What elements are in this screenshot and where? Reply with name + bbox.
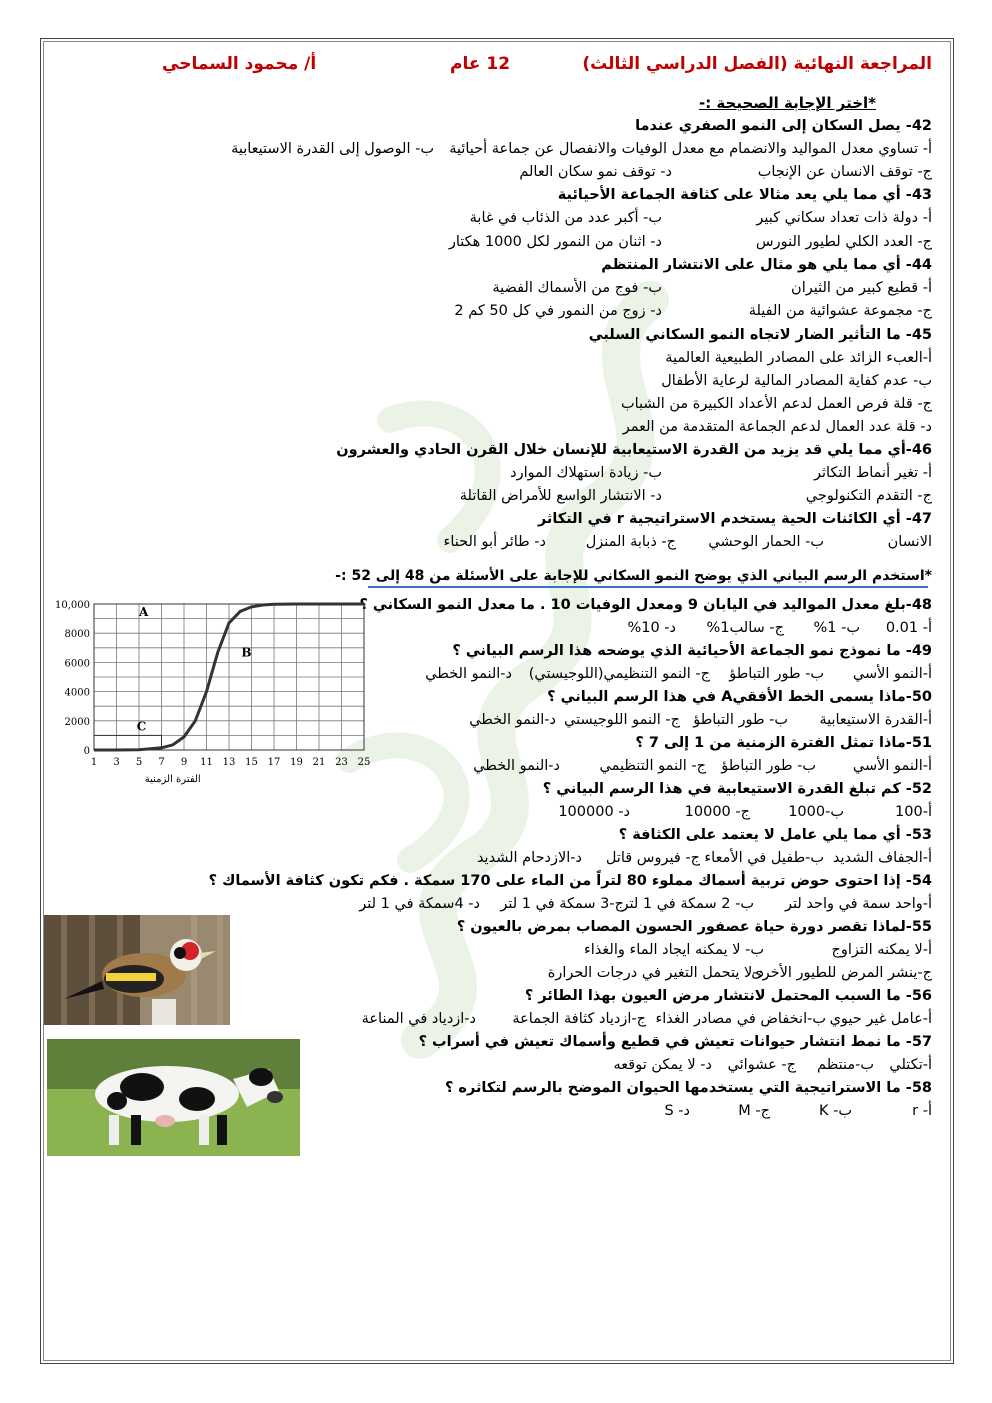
q50-option-d: د-النمو الخطي	[469, 712, 556, 728]
goldfinch-image	[44, 915, 230, 1025]
q54-option-b: ب- 2 سمكة في 1 لتر	[621, 896, 754, 912]
question-51: 51-ماذا تمثل الفترة الزمنية من 1 إلى 7 ؟	[635, 735, 932, 751]
q45-option-c: ج- قلة فرص العمل لدعم الأعداد الكبيرة من الشباب	[620, 396, 932, 412]
q57-option-c: ج- عشوائي	[727, 1057, 796, 1073]
question-49: 49- ما نموذج نمو الجماعة الأحيائية الذي يوضحه هذا الرسم البياني ؟	[452, 643, 932, 659]
q53-option-a: أ-الجفاف الشديد	[832, 850, 932, 866]
q44-option-a: أ- قطيع كبير من الثيران	[791, 280, 932, 296]
question-50: 50-ماذا يسمى الخط الأفقيA في هذا الرسم البياني ؟	[547, 689, 932, 705]
q43-option-a: أ- دولة ذات تعداد سكاني كبير	[756, 210, 932, 226]
instruction-graph: *استخدم الرسم البياني الذي يوضح النمو السكاني للإجابة على الأسئلة من 48 إلى 52 :-	[335, 568, 932, 584]
q50-option-b: ب- طور التباطؤ	[693, 712, 788, 728]
population-growth-chart	[42, 592, 378, 792]
q49-option-d: د-النمو الخطي	[425, 666, 512, 682]
q52-option-d: د- 100000	[558, 804, 630, 820]
x-tick-label: 13	[222, 757, 236, 768]
q42-option-c: ج- توقف الانسان عن الإنجاب	[757, 164, 932, 180]
cow-photo	[47, 1039, 300, 1156]
goldfinch-photo	[44, 915, 230, 1025]
x-tick-label: 23	[335, 757, 348, 768]
y-tick-label: 10,000	[55, 600, 90, 611]
q51-option-a: أ-النمو الأسي	[852, 758, 932, 774]
q53-option-d: د-الازدحام الشديد	[476, 850, 582, 866]
question-43: 43- أي مما يلي يعد مثالا على كثافة الجماعة الأحيائية	[557, 187, 932, 203]
q54-option-a: أ-واحد سمة في واحد لتر	[784, 896, 932, 912]
q46-option-a: أ- تغير أنماط التكاثر	[813, 465, 932, 481]
question-42: 42- يصل السكان إلى النمو الصفري عندما	[635, 118, 932, 134]
x-tick-label: 19	[290, 757, 303, 768]
grade-label: 12 عام	[450, 54, 511, 74]
q55-option-c: ج-ينشر المرض للطيور الأخرى	[751, 965, 932, 981]
q51-option-d: د-النمو الخطي	[473, 758, 560, 774]
y-tick-label: 4000	[64, 687, 90, 699]
y-tick-label: 2000	[64, 716, 90, 728]
q47-option-d: د- طائر أبو الحناء	[443, 534, 546, 550]
question-57: 57- ما نمط انتشار حيوانات تعيش في قطيع وأسماك تعيش في أسراب ؟	[418, 1034, 932, 1050]
q42-option-a: أ- تساوي معدل المواليد والانضمام مع معدل الوفيات والانفصال عن جماعة أحيائية	[449, 141, 932, 157]
q52-option-a: أ-100	[895, 804, 932, 820]
q57-option-a: أ-تكتلي	[889, 1057, 932, 1073]
q56-option-d: د-ازدياد في المناعة	[361, 1011, 476, 1027]
q48-option-d: د- 10%	[627, 620, 676, 636]
q50-option-c: ج- النمو اللوجيستي	[564, 712, 680, 728]
blue-divider	[368, 586, 928, 588]
q45-option-d: د- قلة عدد العمال لدعم الجماعة المتقدمة من العمر	[622, 419, 932, 435]
q48-option-a: أ- 0.01	[885, 620, 932, 636]
question-52: 52- كم تبلغ القدرة الاستيعابية في هذا الرسم البياني ؟	[542, 781, 932, 797]
cow-image	[47, 1039, 300, 1156]
question-56: 56- ما السبب المحتمل لانتشار مرض العيون بهذا الطائر ؟	[524, 988, 932, 1004]
question-45: 45- ما التأثير الضار لاتجاه النمو السكاني السلبي	[588, 327, 932, 343]
q53-option-c: ج- فيروس قاتل	[605, 850, 700, 866]
q57-option-d: د- لا يمكن توقعه	[613, 1057, 712, 1073]
x-tick-label: 25	[357, 757, 371, 768]
q58-option-a: أ- r	[912, 1103, 932, 1119]
q46-option-b: ب- زيادة استهلاك الموارد	[510, 465, 662, 481]
q55-option-a: أ-لا يمكنه التزاوج	[831, 942, 932, 958]
q44-option-d: د- زوج من النمور في كل 50 كم 2	[454, 303, 662, 319]
y-tick-label: 6000	[64, 658, 90, 670]
q52-option-b: ب-1000	[788, 804, 844, 820]
q42-option-d: د- توقف نمو سكان العالم	[519, 164, 672, 180]
q58-option-c: ج- M	[738, 1103, 770, 1119]
q48-option-c: ج- سالب1%	[706, 620, 784, 636]
chart-label-a: A	[139, 605, 149, 619]
x-tick-label: 3	[113, 757, 120, 768]
q44-option-b: ب- فوج من الأسماك الفضية	[492, 280, 662, 296]
q58-option-b: ب- K	[818, 1103, 852, 1119]
question-54: 54- إذا احتوى حوض تربية أسماك مملوء 80 لتراً من الماء على 170 سمكة . فكم تكون كثافة الأسماك ؟	[208, 873, 932, 889]
q45-option-a: أ-العبء الزائد على المصادر الطبيعية العالمية	[665, 350, 932, 366]
q43-option-d: د- اثنان من النمور لكل 1000 هكتار	[448, 234, 662, 250]
q51-option-c: ج- النمو التنظيمي	[599, 758, 706, 774]
q45-option-b: ب- عدم كفاية المصادر المالية لرعاية الأطفال	[661, 373, 932, 389]
question-53: 53- أي مما يلي عامل لا يعتمد على الكثافة ؟	[618, 827, 932, 843]
x-tick-label: 5	[135, 757, 143, 768]
x-tick-label: 21	[312, 757, 326, 768]
exam-title: المراجعة النهائية (الفصل الدراسي الثالث)	[582, 54, 932, 74]
x-tick-label: 1	[90, 757, 98, 768]
q43-option-c: ج- العدد الكلي لطيور النورس	[755, 234, 932, 250]
x-tick-label: 9	[180, 757, 188, 768]
q46-option-d: د- الانتشار الواسع للأمراض القاتلة	[459, 488, 662, 504]
q56-option-b: ب-انخفاض في مصادر الغذاء	[655, 1011, 826, 1027]
question-46: 46-أي مما يلي قد يزيد من القدرة الاستيعابية للإنسان خلال القرن الحادي والعشرون	[336, 442, 932, 458]
chart-x-axis-label: الفترة الزمنية	[144, 774, 201, 785]
y-tick-label: 8000	[64, 629, 90, 641]
q49-option-a: أ-النمو الأسي	[852, 666, 932, 682]
q56-option-a: أ-عامل غير حيوي	[829, 1011, 932, 1027]
question-48: 48-بلغ معدل المواليد في اليابان 9 ومعدل الوفيات 10 . ما معدل النمو السكاني ؟	[359, 597, 932, 613]
q50-option-a: أ-القدرة الاستيعابية	[819, 712, 932, 728]
instruction-choose: *اختر الإجابة الصحيحة :-	[698, 94, 876, 112]
y-tick-label: 0	[83, 746, 90, 757]
q44-option-c: ج- مجموعة عشوائية من الفيلة	[748, 303, 932, 319]
q55-option-b: ب- لا يمكنه ايجاد الماء والغذاء	[583, 942, 764, 958]
x-tick-label: 17	[267, 757, 281, 768]
question-47: 47- أي الكائنات الحية يستخدم الاستراتيجية r في التكاثر	[537, 511, 932, 527]
q47-option-c: ج- ذبابة المنزل	[585, 534, 676, 550]
q47-option-a: الانسان	[887, 534, 932, 550]
q49-option-c: ج- النمو التنظيمي(اللوجيستي)	[528, 666, 710, 682]
question-44: 44- أي مما يلي هو مثال على الانتشار المنتظم	[601, 257, 932, 273]
q48-option-b: ب- 1%	[813, 620, 860, 636]
q55-option-d: د-لا يتحمل التغير في درجات الحرارة	[547, 965, 764, 981]
q42-option-b: ب- الوصول إلى القدرة الاستيعابية	[231, 141, 434, 157]
q54-option-c: ج-3 سمكة في 1 لتر	[500, 896, 624, 912]
q47-option-b: ب- الحمار الوحشي	[708, 534, 824, 550]
teacher-name: أ/ محمود السماحي	[162, 54, 317, 74]
question-55: 55-لماذا تقصر دورة حياة عصفور الحسون المصاب بمرض بالعيون ؟	[456, 919, 932, 935]
chart-y-ticks	[55, 600, 90, 757]
x-tick-label: 11	[200, 757, 213, 768]
q56-option-c: ج-ازدياد كثافة الجماعة	[512, 1011, 646, 1027]
chart-label-b: B	[241, 645, 252, 660]
q49-option-b: ب- طور التباطؤ	[729, 666, 824, 682]
q52-option-c: ج- 10000	[684, 804, 750, 820]
x-tick-label: 7	[158, 757, 165, 768]
q58-option-d: د- S	[664, 1103, 690, 1119]
x-tick-label: 15	[245, 757, 258, 768]
chart-label-c: C	[136, 719, 147, 734]
q43-option-b: ب- أكبر عدد من الذئاب في غابة	[469, 210, 662, 226]
q54-option-d: د- 4سمكة في 1 لتر	[359, 896, 480, 912]
q57-option-b: ب-منتظم	[817, 1057, 874, 1073]
question-58: 58- ما الاستراتيجية التي يستخدمها الحيوان الموضح بالرسم لتكاثره ؟	[444, 1080, 932, 1096]
q46-option-c: ج- التقدم التكنولوجي	[805, 488, 932, 504]
q53-option-b: ب-طفيل في الأمعاء	[704, 850, 824, 866]
q51-option-b: ب- طور التباطؤ	[721, 758, 816, 774]
chart-x-ticks	[91, 757, 371, 768]
